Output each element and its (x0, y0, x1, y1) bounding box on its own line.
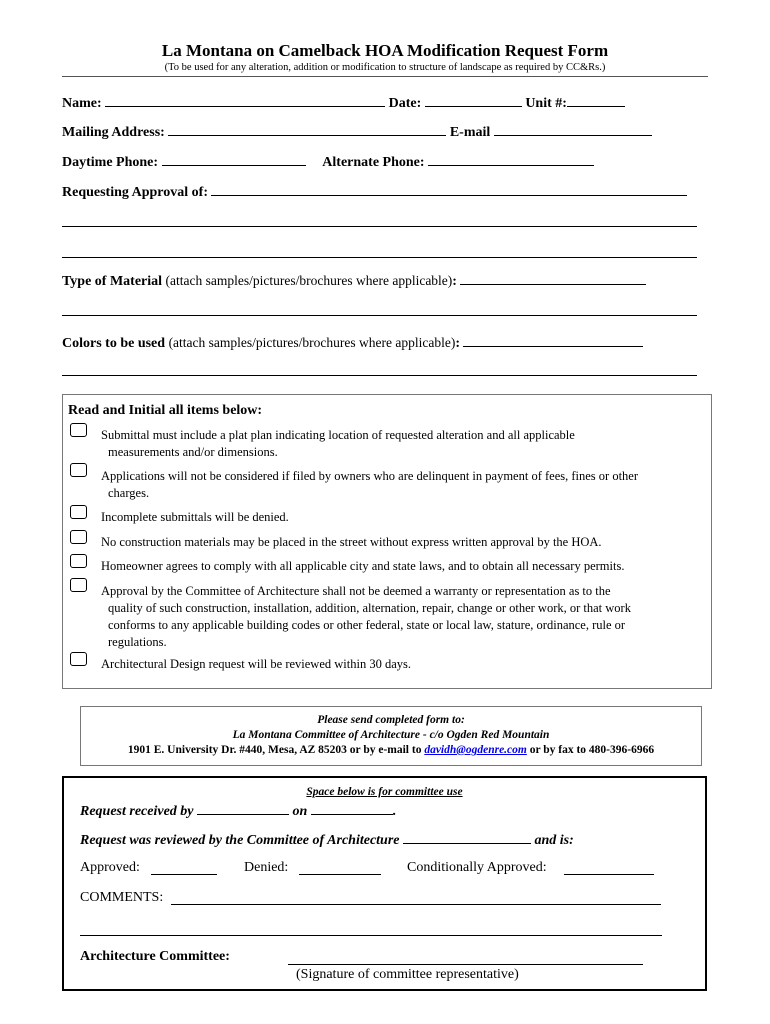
received-by-field[interactable] (197, 801, 289, 815)
approved-label: Approved: (80, 860, 140, 875)
reviewed-field[interactable] (403, 830, 531, 844)
initial-item-6-line-4: regulations. (108, 635, 167, 649)
requesting-line-2[interactable] (62, 226, 697, 227)
comments-line-2[interactable] (80, 935, 662, 936)
on-label: on (292, 804, 308, 819)
initial-item-1 (101, 427, 706, 461)
initial-checkbox-3[interactable] (70, 505, 87, 519)
daytime-phone-field[interactable] (162, 152, 306, 166)
colors-note: (attach samples/pictures/brochures where applicable) (168, 335, 456, 350)
initial-item-6-line-3: conforms to any applicable building codes or other federal, state or local law, stature, ordinance, rule or (108, 618, 626, 632)
initial-item-2-line-2: charges. (108, 486, 150, 500)
send-email-link[interactable]: davidh@ogdenre.com (424, 744, 527, 756)
initial-checkbox-1[interactable] (70, 423, 87, 437)
initial-item-2 (101, 468, 706, 502)
form-subtitle: (To be used for any alteration, addition or modification to structure of landscape as required by CC&Rs.) (164, 62, 606, 73)
form-title: La Montana on Camelback HOA Modification Request Form (161, 41, 609, 60)
date-label: Date: (388, 96, 422, 111)
initial-item-1-line-2: measurements and/or dimensions. (108, 445, 278, 459)
name-row (62, 93, 625, 112)
initial-item-7: Architectural Design request will be reviewed within 30 days. (101, 657, 411, 671)
comments-field[interactable] (171, 891, 661, 905)
arch-committee-label: Architecture Committee: (80, 949, 230, 964)
colors-field[interactable] (463, 333, 643, 347)
initial-item-6-line-2: quality of such construction, installation, addition, alternation, repair, change or other work, or that work (108, 601, 631, 615)
initials-heading: Read and Initial all items below: (68, 403, 263, 418)
received-date-field[interactable] (311, 801, 393, 815)
material-line-2[interactable] (62, 315, 697, 316)
unit-label: Unit #: (525, 96, 567, 111)
denied-label: Denied: (244, 860, 289, 875)
send-fax: or by fax to 480-396-6966 (529, 744, 655, 756)
mailing-field[interactable] (168, 122, 446, 136)
comments-label: COMMENTS: (80, 890, 164, 905)
name-field[interactable] (105, 93, 385, 107)
name-label: Name: (62, 96, 102, 111)
initial-item-6 (101, 583, 706, 651)
initial-item-4: No construction materials may be placed in the street without express written approval by the HOA. (101, 535, 602, 549)
requesting-row (62, 182, 687, 201)
reviewed-label: Request was reviewed by the Committee of Architecture (80, 833, 400, 848)
send-address: 1901 E. University Dr. #440, Mesa, AZ 85203 or by e-mail to (127, 744, 422, 756)
initial-checkbox-7[interactable] (70, 652, 87, 666)
initial-item-1-line-1: Submittal must include a plat plan indicating location of requested alteration and all applicable (101, 428, 575, 442)
conditional-label: Conditionally Approved: (407, 860, 547, 875)
initial-item-2-line-1: Applications will not be considered if filed by owners who are delinquent in payment of fees, fines or other (101, 469, 639, 483)
signature-caption: (Signature of committee representative) (296, 967, 519, 982)
initial-item-6-line-1: Approval by the Committee of Architecture shall not be deemed a warranty or representation as to the (101, 584, 611, 598)
alternate-phone-field[interactable] (428, 152, 594, 166)
initial-item-3: Incomplete submittals will be denied. (101, 510, 289, 524)
email-label: E-mail (449, 125, 491, 140)
phone-row (62, 152, 594, 171)
daytime-phone-label: Daytime Phone: (62, 155, 159, 170)
colors-label: Colors to be used (62, 336, 166, 351)
initial-checkbox-6[interactable] (70, 578, 87, 592)
received-label: Request received by (80, 804, 194, 819)
colors-line-2[interactable] (62, 375, 697, 376)
send-instructions-box (80, 706, 702, 766)
mailing-row (62, 122, 652, 141)
material-note: (attach samples/pictures/brochures where applicable) (165, 273, 453, 288)
send-address-line (81, 743, 701, 758)
material-field[interactable] (460, 271, 646, 285)
and-is-label: and is: (534, 833, 574, 848)
material-row (62, 271, 646, 290)
alternate-phone-label: Alternate Phone: (322, 155, 425, 170)
denied-field[interactable] (299, 861, 381, 875)
requesting-line-3[interactable] (62, 257, 697, 258)
committee-heading: Space below is for committee use (306, 786, 463, 798)
initial-checkbox-4[interactable] (70, 530, 87, 544)
initial-item-5: Homeowner agrees to comply with all applicable city and state laws, and to obtain all necessary permits. (101, 559, 625, 573)
initial-checkbox-5[interactable] (70, 554, 87, 568)
signature-line[interactable] (288, 964, 643, 965)
date-field[interactable] (425, 93, 522, 107)
received-period: . (392, 804, 397, 819)
requesting-field[interactable] (211, 182, 687, 196)
conditional-field[interactable] (564, 861, 654, 875)
colors-row (62, 333, 643, 352)
material-label: Type of Material (62, 274, 163, 289)
header-rule (62, 76, 708, 77)
received-row (80, 801, 396, 820)
mailing-label: Mailing Address: (62, 125, 165, 140)
send-line-2: La Montana Committee of Architecture - c/o Ogden Red Mountain (232, 729, 550, 741)
approved-field[interactable] (151, 861, 217, 875)
reviewed-row (80, 830, 574, 849)
send-line-1: Please send completed form to: (317, 714, 465, 726)
email-field[interactable] (494, 122, 652, 136)
material-colon: : (452, 274, 457, 289)
unit-field[interactable] (567, 93, 625, 107)
colors-colon: : (455, 336, 460, 351)
requesting-label: Requesting Approval of: (62, 185, 208, 200)
initial-checkbox-2[interactable] (70, 463, 87, 477)
